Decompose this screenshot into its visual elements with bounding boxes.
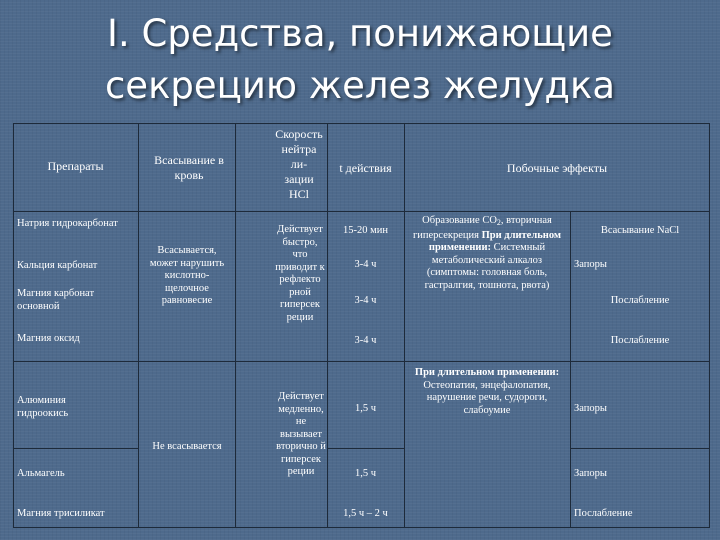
drug-name: Алюминия гидроокись bbox=[17, 395, 69, 419]
drug-name: Магния оксид bbox=[17, 333, 80, 344]
time-value: 1,5 ч bbox=[354, 403, 377, 414]
title-line-2: секрецию желез желудка bbox=[104, 64, 616, 107]
effect-value: Запоры bbox=[574, 259, 607, 270]
table-divider bbox=[235, 123, 236, 528]
time-value: 1,5 ч – 2 ч bbox=[343, 508, 388, 519]
table-divider bbox=[13, 211, 710, 212]
side-effects-long-use-2: При длительном применении: bbox=[414, 367, 560, 378]
drug-name: Магния карбонат основной bbox=[17, 288, 95, 312]
drug-table bbox=[13, 123, 710, 528]
table-divider bbox=[404, 123, 405, 528]
time-value: 3-4 ч bbox=[354, 335, 377, 346]
table-divider bbox=[138, 123, 139, 528]
header-time: t действия bbox=[339, 161, 392, 175]
effect-value: Всасывание NaCl bbox=[600, 225, 680, 236]
header-drugs: Препараты bbox=[47, 159, 104, 173]
effect-value: Послабление bbox=[574, 508, 633, 519]
time-value: 3-4 ч bbox=[354, 259, 377, 270]
header-side-effects: Побочные эффекты bbox=[506, 161, 608, 175]
effect-value: Послабление bbox=[610, 335, 670, 346]
header-speed: Скорость нейтра ли- зации HCl bbox=[275, 127, 323, 201]
effect-value: Послабление bbox=[610, 295, 670, 306]
effect-value: Запоры bbox=[574, 403, 607, 414]
side-effects-group-1 bbox=[406, 215, 568, 292]
header-absorption: Всасывание в кровь bbox=[154, 153, 224, 182]
drug-name: Альмагель bbox=[17, 468, 65, 479]
absorption-group-1: Всасывается, может нарушить кислотно- щелочное равновесие bbox=[149, 245, 225, 306]
time-value: 15-20 мин bbox=[342, 225, 388, 236]
slide-title bbox=[0, 8, 720, 112]
effect-value: Запоры bbox=[574, 468, 607, 479]
drug-name: Кальция карбонат bbox=[17, 260, 98, 271]
absorption-group-2: Не всасывается bbox=[152, 441, 222, 452]
table-divider bbox=[13, 448, 138, 449]
time-value: 1,5 ч bbox=[354, 468, 377, 479]
side-effects-long-use-1: При длительном применении: bbox=[428, 229, 562, 253]
drug-name: Натрия гидрокарбонат bbox=[17, 218, 118, 229]
table-divider bbox=[13, 361, 710, 362]
speed-group-1: Действует быстро, что приводит к рефлекто рной гиперсек реции bbox=[275, 224, 325, 323]
side-effects-co2-sub: 2 bbox=[496, 218, 501, 227]
speed-group-2: Действует медленно, не вызывает вторично й гиперсек реции bbox=[276, 391, 326, 477]
table-divider bbox=[570, 211, 571, 528]
side-effects-co2: Образование СО bbox=[422, 215, 497, 226]
side-effects-secondary: , вторичная гиперсекреция bbox=[412, 215, 552, 241]
side-effects-alkalosis: Системный метаболический алкалоз (симптомы: головная боль, гастралгия, тошнота, рвота) bbox=[424, 242, 550, 291]
time-value: 3-4 ч bbox=[354, 295, 377, 306]
title-line-1: I. Средства, понижающие bbox=[107, 12, 613, 55]
drug-name: Магния трисиликат bbox=[17, 508, 105, 519]
table-divider bbox=[327, 448, 404, 449]
table-divider bbox=[570, 448, 710, 449]
side-effects-osteopathy: Остеопатия, энцефалопатия, нарушение речи, судороги, слабоумие bbox=[423, 379, 551, 416]
side-effects-group-2 bbox=[406, 367, 568, 417]
